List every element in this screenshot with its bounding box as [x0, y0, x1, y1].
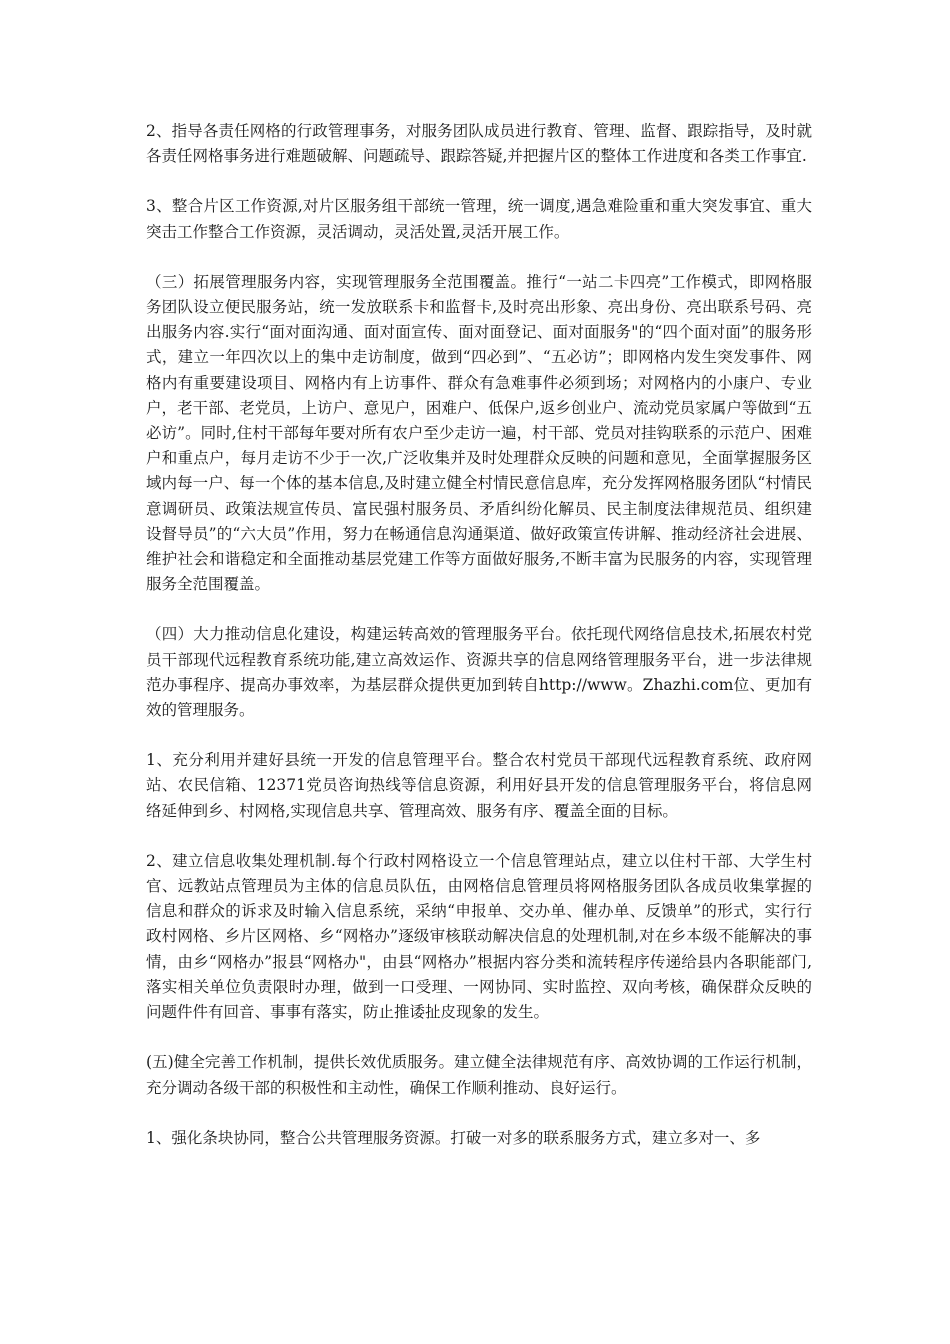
paragraph-section-5-work-mechanism: (五)健全完善工作机制，提供长效优质服务。建立健全法律规范有序、高效协调的工作运行机制，充分调动各级干部的积极性和主动性，确保工作顺利推动、良好运行。 [146, 1053, 812, 1097]
paragraph-item-1-coordination: 1、强化条块协同，整合公共管理服务资源。打破一对多的联系服务方式，建立多对一、多 [146, 1128, 761, 1147]
paragraph-item-2-guidance: 2、指导各责任网格的行政管理事务，对服务团队成员进行教育、管理、监督、跟踪指导，及时就各责任网格事务进行难题破解、问题疏导、跟踪答疑,并把握片区的整体工作进度和各类工作事宜. [146, 122, 812, 166]
document-body [146, 119, 812, 1176]
paragraph-section-3-service-content: （三）拓展管理服务内容，实现管理服务全范围覆盖。推行“一站二卡四亮”工作模式，即网格服务团队设立便民服务站，统一发放联系卡和监督卡,及时亮出形象、亮出身份、亮出联系号码、亮出服务内容.实行“面对面沟通、面对面宣传、面对面登记、面对面服务"的“四个面对面”的服务形式，建立一年四次以上的集中走访制度，做到“四必到”、“五必访”；即网格内发生突发事件、网格内有重要建设项目、网格内有上访事件、群众有急难事件必须到场；对网格内的小康户、专业户，老干部、老党员，上访户、意见户，困难户、低保户,返乡创业户、流动党员家属户等做到“五必访”。同时,住村干部每年要对所有农户至少走访一遍，村干部、党员对挂钩联系的示范户、困难户和重点户，每月走访不少于一次,广泛收集并及时处理群众反映的问题和意见，全面掌握服务区域内每一户、每一个体的基本信息,及时建立健全村情民意信息库，充分发挥网格服务团队“村情民意调研员、政策法规宣传员、富民强村服务员、矛盾纠纷化解员、民主制度法律规范员、组织建设督导员”的“六大员”作用，努力在畅通信息沟通渠道、做好政策宣传讲解、推动经济社会进展、维护社会和谐稳定和全面推动基层党建工作等方面做好服务,不断丰富为民服务的内容，实现管理服务全范围覆盖。 [146, 272, 812, 594]
paragraph-item-1-info-platform: 1、充分利用并建好县统一开发的信息管理平台。整合农村党员干部现代远程教育系统、政府网站、农民信箱、12371党员咨询热线等信息资源，利用好县开发的信息管理服务平台，将信息网络延伸到乡、村网格,实现信息共享、管理高效、服务有序、覆盖全面的目标。 [146, 751, 812, 820]
paragraph-item-3-resources: 3、整合片区工作资源,对片区服务组干部统一管理，统一调度,遇急难险重和重大突发事宜、重大突击工作整合工作资源，灵活调动，灵活处置,灵活开展工作。 [146, 197, 812, 241]
paragraph-item-2-info-mechanism: 2、建立信息收集处理机制.每个行政村网格设立一个信息管理站点，建立以住村干部、大学生村官、远教站点管理员为主体的信息员队伍，由网格信息管理员将网格服务团队各成员收集掌握的信息和群众的诉求及时输入信息系统，采纳“申报单、交办单、催办单、反馈单”的形式，实行行政村网格、乡片区网格、乡“网格办”逐级审核联动解决信息的处理机制,对在乡本级不能解决的事情，由乡“网格办”报县“网格办"，由县“网格办”根据内容分类和流转程序传递给县内各职能部门,落实相关单位负责限时办理，做到一口受理、一网协同、实时监控、双向考核，确保群众反映的问题件件有回音、事事有落实，防止推诿扯皮现象的发生。 [146, 851, 812, 1022]
paragraph-section-4-informatization: （四）大力推动信息化建设，构建运转高效的管理服务平台。依托现代网络信息技术,拓展农村党员干部现代远程教育系统功能,建立高效运作、资源共享的信息网络管理服务平台，进一步法律规范办事程序、提高办事效率，为基层群众提供更加到转自http://www。Zhazhi.com位、更加有效的管理服务。 [146, 625, 812, 720]
